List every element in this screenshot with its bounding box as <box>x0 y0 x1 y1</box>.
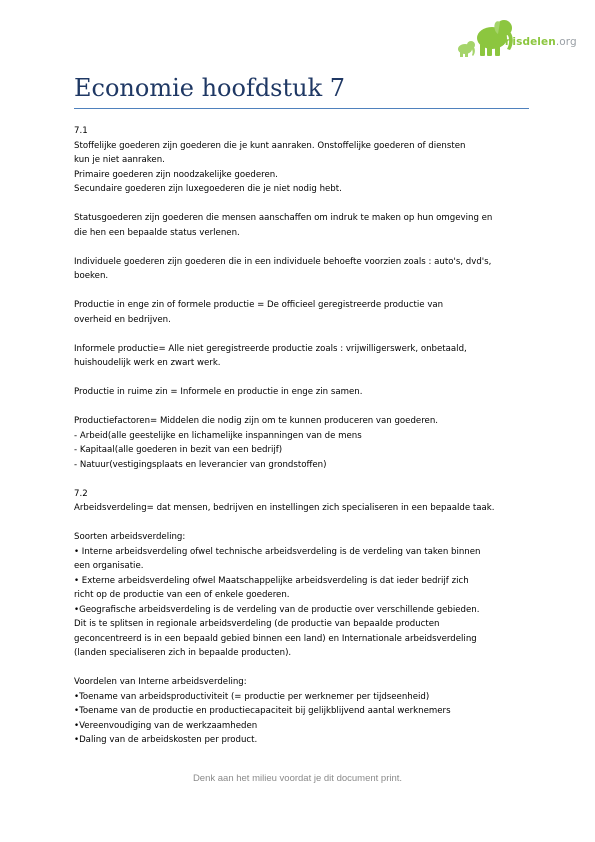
text-line: Primaire goederen zijn noodzakelijke goederen. <box>74 169 278 180</box>
text-line: huishoudelijk werk en zwart werk. <box>74 358 221 368</box>
text-line: Voordelen van Interne arbeidsverdeling: <box>74 677 247 687</box>
text-line: richt op de productie van een of enkele goederen. <box>74 590 290 600</box>
kennisdelen-logo[interactable] <box>456 14 576 60</box>
text-line: Productie in ruime zin = Informele en productie in enge zin samen. <box>74 387 363 397</box>
text-line: Informele productie= Alle niet geregistreerde productie zoals : vrijwilligerswerk, onbetaald, <box>74 343 467 354</box>
paragraph <box>74 298 534 327</box>
paragraph <box>74 385 534 400</box>
paragraph <box>74 487 534 516</box>
document-title: Economie hoofdstuk 7 <box>74 74 346 102</box>
text-line: Individuele goederen zijn goederen die in een individuele behoefte voorzien zoals : auto's, dvd's, <box>74 256 492 267</box>
text-line: Stoffelijke goederen zijn goederen die je kunt aanraken. Onstoffelijke goederen of diensten <box>74 140 466 151</box>
text-line: •Daling van de arbeidskosten per product. <box>74 735 258 745</box>
logo-tld: .org <box>555 36 577 48</box>
text-line: Productiefactoren= Middelen die nodig zijn om te kunnen produceren van goederen. <box>74 416 438 426</box>
text-line: kun je niet aanraken. <box>74 155 165 165</box>
text-line: - Natuur(vestigingsplaats en leverancier van grondstoffen) <box>74 459 327 470</box>
text-line: - Kapitaal(alle goederen in bezit van een bedrijf) <box>74 445 283 455</box>
text-line: Productie in enge zin of formele productie = De officieel geregistreerde productie van <box>74 300 444 310</box>
footer-note: Denk aan het milieu voordat je dit document print. <box>192 773 403 784</box>
paragraph <box>74 211 534 240</box>
text-line: • Externe arbeidsverdeling ofwel Maatschappelijke arbeidsverdeling is dat ieder bedrijf zich <box>74 575 469 586</box>
text-line: Arbeidsverdeling= dat mensen, bedrijven en instellingen zich specialiseren in een bepaalde taak. <box>74 503 495 513</box>
paragraph <box>74 255 534 284</box>
text-line: • Interne arbeidsverdeling ofwel technische arbeidsverdeling is de verdeling van taken binnen <box>74 546 481 557</box>
text-line: Statusgoederen zijn goederen die mensen aanschaffen om indruk te maken op hun omgeving en <box>74 213 493 223</box>
text-line: 7.1 <box>74 126 88 136</box>
text-line: overheid en bedrijven. <box>74 314 171 325</box>
text-line: •Vereenvoudiging van de werkzaamheden <box>74 720 258 731</box>
text-line: - Arbeid(alle geestelijke en lichamelijke inspanningen van de mens <box>74 430 362 441</box>
text-line: Secundaire goederen zijn luxegoederen die je niet nodig hebt. <box>74 184 342 194</box>
title-underline <box>74 108 529 109</box>
logo-wordmark <box>482 36 577 48</box>
paragraph <box>74 414 534 472</box>
paragraph <box>74 675 534 748</box>
paragraph <box>74 124 534 197</box>
paragraph <box>74 530 534 661</box>
text-line: boeken. <box>74 271 109 281</box>
text-line: geconcentreerd is in een bepaald gebied binnen een land) en Internationale arbeidsverdeling <box>74 633 477 644</box>
text-line: •Toename van de productie en productiecapaciteit bij gelijkblijvend aantal werknemers <box>74 706 451 716</box>
text-line: een organisatie. <box>74 561 144 571</box>
text-line: die hen een bepaalde status verlenen. <box>74 227 240 238</box>
text-line: (landen specialiseren zich in bepaalde producten). <box>74 648 292 658</box>
text-line: 7.2 <box>74 488 88 499</box>
text-line: Dit is te splitsen in regionale arbeidsverdeling (de productie van bepaalde producten <box>74 619 440 629</box>
text-line: •Geografische arbeidsverdeling is de verdeling van de productie over verschillende gebieden. <box>74 604 480 615</box>
text-line: Soorten arbeidsverdeling: <box>74 532 186 542</box>
paragraph <box>74 342 534 371</box>
logo-brand: Kennisdelen <box>482 36 556 48</box>
document-body <box>74 124 534 762</box>
text-line: •Toename van arbeidsproductiviteit (= productie per werknemer per tijdseenheid) <box>74 691 430 702</box>
